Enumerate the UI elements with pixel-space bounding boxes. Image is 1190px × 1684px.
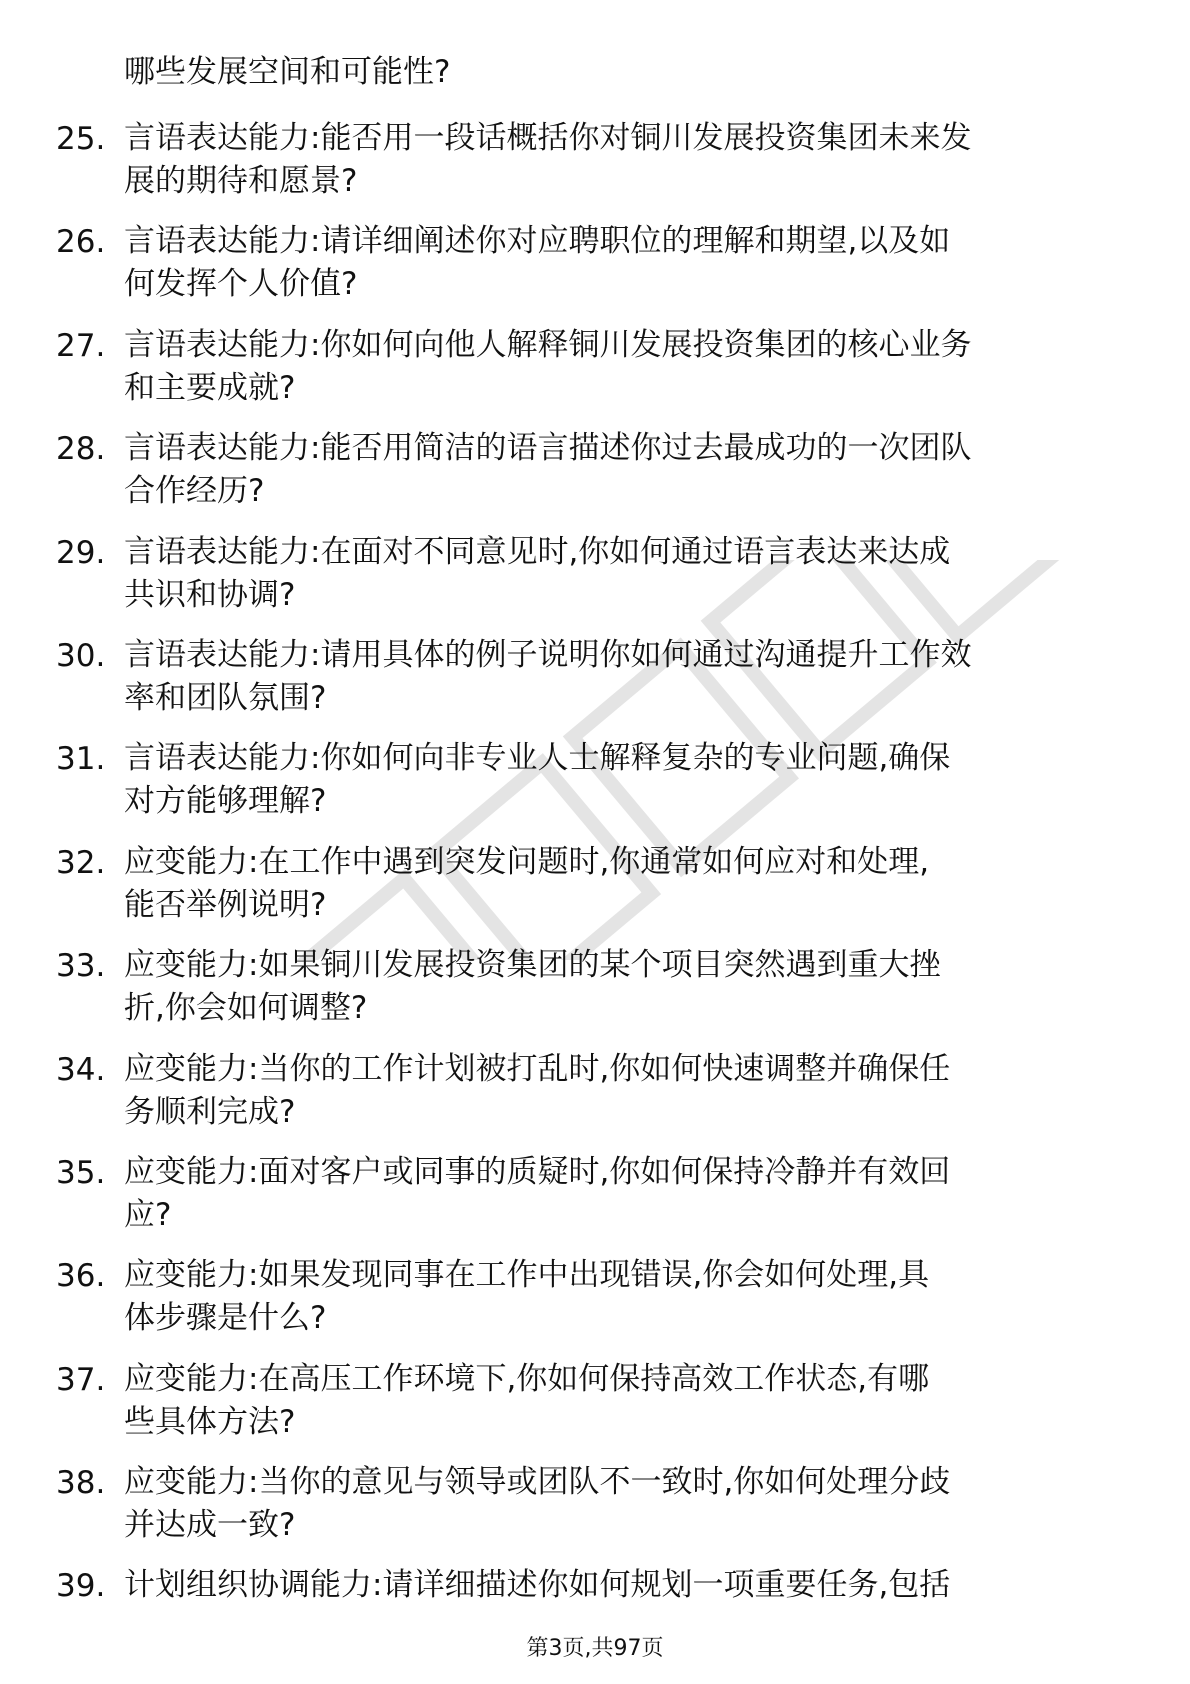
question-text xyxy=(124,944,1114,1030)
question-text xyxy=(124,1254,1114,1340)
question-item xyxy=(0,944,1190,1047)
question-number: 30. xyxy=(56,637,106,674)
question-list xyxy=(0,117,1190,1668)
question-text xyxy=(124,1151,1114,1237)
question-line-2: 应? xyxy=(124,1196,172,1233)
question-text xyxy=(124,531,1114,617)
question-line-1: 应变能力:如果发现同事在工作中出现错误,你会如何处理,具 xyxy=(124,1257,930,1294)
question-line-1: 言语表达能力:请详细阐述你对应聘职位的理解和期望,以及如 xyxy=(124,223,951,260)
question-line-2: 共识和协调? xyxy=(124,576,296,613)
question-item xyxy=(0,117,1190,220)
question-line-1: 言语表达能力:在面对不同意见时,你如何通过语言表达来达成 xyxy=(124,533,951,570)
question-number: 37. xyxy=(56,1361,106,1398)
question-line-2: 些具体方法? xyxy=(124,1403,296,1440)
question-text xyxy=(124,1564,1114,1607)
question-number: 27. xyxy=(56,327,106,364)
question-text xyxy=(124,841,1114,927)
question-text xyxy=(124,427,1114,513)
question-text xyxy=(124,1461,1114,1547)
question-item xyxy=(0,531,1190,634)
page-footer: 第3页,共97页 xyxy=(526,1636,664,1661)
question-line-2: 体步骤是什么? xyxy=(124,1300,327,1337)
question-line-1: 应变能力:在工作中遇到突发问题时,你通常如何应对和处理, xyxy=(124,843,930,880)
question-item xyxy=(0,220,1190,323)
question-item xyxy=(0,324,1190,427)
question-line-2: 率和团队氛围? xyxy=(124,679,327,716)
question-line-1: 应变能力:当你的意见与领导或团队不一致时,你如何处理分歧 xyxy=(124,1464,951,1501)
question-item xyxy=(0,634,1190,737)
question-line-1: 言语表达能力:能否用一段话概括你对铜川发展投资集团未来发 xyxy=(124,120,972,156)
question-line-1: 言语表达能力:你如何向他人解释铜川发展投资集团的核心业务 xyxy=(124,326,972,363)
question-item xyxy=(0,1254,1190,1357)
question-item xyxy=(0,1461,1190,1564)
question-item xyxy=(0,427,1190,530)
question-line-1: 应变能力:在高压工作环境下,你如何保持高效工作状态,有哪 xyxy=(124,1360,930,1397)
question-line-2: 并达成一致? xyxy=(124,1507,296,1544)
question-number: 35. xyxy=(56,1154,106,1191)
question-line-2: 对方能够理解? xyxy=(124,783,327,820)
question-item xyxy=(0,737,1190,840)
question-text xyxy=(124,634,1114,720)
question-line-2: 务顺利完成? xyxy=(124,1093,296,1130)
question-text xyxy=(124,1048,1114,1134)
question-text xyxy=(124,220,1114,306)
question-line-2: 展的期待和愿景? xyxy=(124,163,358,199)
question-line-1: 言语表达能力:你如何向非专业人士解释复杂的专业问题,确保 xyxy=(124,740,951,777)
question-number: 29. xyxy=(56,534,106,571)
question-line-2: 和主要成就? xyxy=(124,369,296,406)
question-line-1: 应变能力:当你的工作计划被打乱时,你如何快速调整并确保任 xyxy=(124,1050,951,1087)
question-number: 28. xyxy=(56,431,106,468)
question-text xyxy=(124,1358,1114,1444)
question-text xyxy=(124,117,1114,203)
question-line-2: 何发挥个人价值? xyxy=(124,266,358,303)
question-number: 38. xyxy=(56,1465,106,1502)
question-item xyxy=(0,1151,1190,1254)
question-number: 33. xyxy=(56,948,106,985)
question-line-1: 计划组织协调能力:请详细描述你如何规划一项重要任务,包括 xyxy=(124,1567,951,1604)
question-number: 34. xyxy=(56,1051,106,1088)
question-number: 32. xyxy=(56,844,106,881)
question-number: 31. xyxy=(56,741,106,778)
question-line-1: 应变能力:如果铜川发展投资集团的某个项目突然遇到重大挫 xyxy=(124,947,941,984)
question-number: 25. xyxy=(56,121,106,157)
question-item xyxy=(0,1358,1190,1461)
question-line-1: 言语表达能力:请用具体的例子说明你如何通过沟通提升工作效 xyxy=(124,636,972,673)
question-text xyxy=(124,737,1114,823)
question-item xyxy=(0,841,1190,944)
question-line-2: 合作经历? xyxy=(124,473,265,510)
continuation-text: 哪些发展空间和可能性? xyxy=(124,54,451,90)
question-line-2: 折,你会如何调整? xyxy=(124,990,368,1027)
question-line-2: 能否举例说明? xyxy=(124,886,327,923)
question-line-1: 应变能力:面对客户或同事的质疑时,你如何保持冷静并有效回 xyxy=(124,1153,951,1190)
question-number: 36. xyxy=(56,1258,106,1295)
question-line-1: 言语表达能力:能否用简洁的语言描述你过去最成功的一次团队 xyxy=(124,430,972,467)
question-item xyxy=(0,1048,1190,1151)
question-number: 26. xyxy=(56,224,106,261)
question-text xyxy=(124,324,1114,410)
question-number: 39. xyxy=(56,1568,106,1605)
